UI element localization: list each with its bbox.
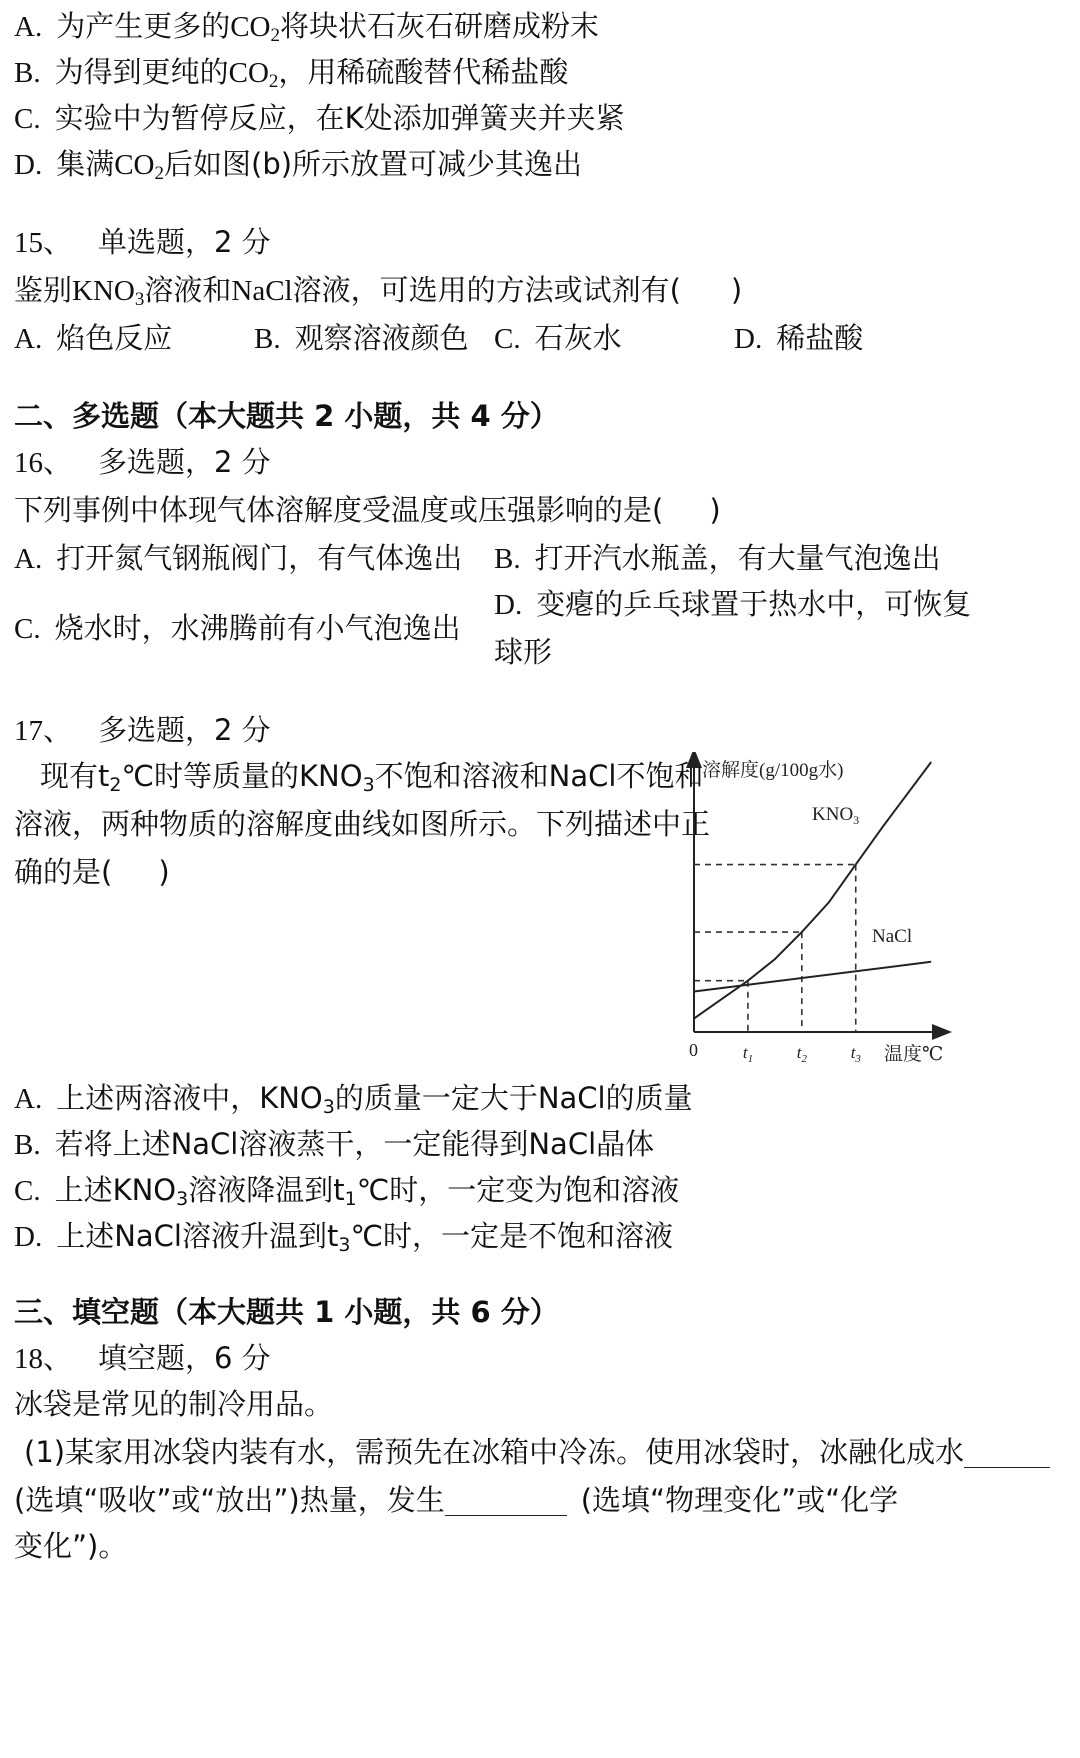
q15-option-a: A. 焰色反应	[14, 321, 173, 355]
tick-label-t2: $t_2$	[796, 1043, 808, 1065]
q16-option-d-cont: 球形	[494, 635, 553, 669]
q18-header: 18、 填空题，6 分	[14, 1341, 271, 1375]
x-axis-label: 温度℃	[884, 1044, 944, 1065]
q15-option-b: B. 观察溶液颜色	[254, 321, 469, 355]
q18-part1-line2: (选填“吸收”或“放出”)热量，发生 (选填“物理变化”或“化学	[14, 1483, 899, 1517]
q17-header: 17、 多选题，2 分	[14, 713, 271, 747]
q15-option-c: C. 石灰水	[494, 321, 622, 355]
section-title-multi-choice: 二、多选题（本大题共 2 小题，共 4 分）	[14, 399, 559, 433]
q16-option-b: B. 打开汽水瓶盖，有大量气泡逸出	[494, 541, 941, 575]
q15-option-d: D. 稀盐酸	[734, 321, 864, 355]
q17-option-a: A. 上述两溶液中，$KNO_3$的质量一定大于NaCl的质量	[14, 1081, 693, 1118]
q17-option-d: D. 上述NaCl溶液升温到$t_3℃$时，一定是不饱和溶液	[14, 1219, 674, 1256]
q14-option-a: A. 为产生更多的$CO_2$将块状石灰石研磨成粉末	[14, 9, 600, 46]
section-title-fill-blank: 三、填空题（本大题共 1 小题，共 6 分）	[14, 1295, 559, 1329]
tick-label-t3: $t_3$	[850, 1043, 861, 1065]
y-axis-label: 溶解度(g/100g水)	[702, 760, 844, 781]
q16-stem: 下列事例中体现气体溶解度受温度或压强影响的是( )	[14, 493, 721, 527]
q14-option-c: C. 实验中为暂停反应，在K处添加弹簧夹并夹紧	[14, 101, 625, 135]
q18-part1-line3: 变化”)。	[14, 1529, 128, 1563]
q14-option-b: B. 为得到更纯的$CO_2$，用稀硫酸替代稀盐酸	[14, 55, 569, 92]
tick-label-t1: $t_1$	[742, 1043, 754, 1065]
q18-blank-1[interactable]	[964, 1437, 1050, 1468]
q16-header: 16、 多选题，2 分	[14, 445, 271, 479]
origin-label: 0	[689, 1040, 698, 1060]
q18-part1-line1: (1)某家用冰袋内装有水，需预先在冰箱中冷冻。使用冰袋时，冰融化成水	[24, 1432, 1050, 1472]
q17-option-b: B. 若将上述NaCl溶液蒸干，一定能得到NaCl晶体	[14, 1127, 655, 1161]
q17-stem-line2: 溶液，两种物质的溶解度曲线如图所示。下列描述中正	[14, 807, 711, 841]
q17-option-c: C. 上述$KNO_3$溶液降温到$t_1℃$时，一定变为饱和溶液	[14, 1173, 680, 1210]
q17-stem-line3: 确的是( )	[14, 855, 170, 889]
q18-blank-2[interactable]	[445, 1485, 567, 1516]
q16-option-a: A. 打开氮气钢瓶阀门，有气体逸出	[14, 541, 463, 575]
q17-stem-line1: 现有$t_2℃$时等质量的$KNO_3$不饱和溶液和NaCl不饱和	[40, 759, 704, 796]
nacl-curve	[694, 962, 931, 992]
nacl-legend-label: NaCl	[872, 926, 913, 947]
q18-stem: 冰袋是常见的制冷用品。	[14, 1387, 334, 1421]
q16-option-c: C. 烧水时，水沸腾前有小气泡逸出	[14, 611, 461, 645]
q15-header: 15、 单选题，2 分	[14, 225, 271, 259]
kno3-legend-label: $KNO_3$	[812, 804, 860, 827]
q14-option-d: D. 集满$CO_2$后如图(b)所示放置可减少其逸出	[14, 147, 583, 184]
q16-option-d: D. 变瘪的乒乓球置于热水中，可恢复	[494, 587, 972, 621]
q15-stem: 鉴别$KNO_3$溶液和NaCl溶液，可选用的方法或试剂有( )	[14, 273, 743, 310]
solubility-chart	[680, 752, 952, 1076]
